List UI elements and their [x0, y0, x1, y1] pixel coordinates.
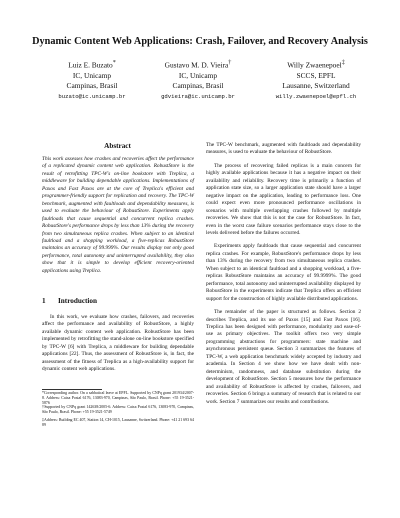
paper-title: Dynamic Content Web Applications: Crash, Failover, and Recovery Analysis — [32, 36, 368, 47]
paragraph: The TPC-W benchmark, augmented with faultloads and dependability measures, is used to evaluate the behaviour of RobustStore. — [206, 142, 361, 156]
author-org: IC, Unicamp — [72, 70, 112, 80]
paragraph: In this work, we evaluate how crashes, failovers, and recoveries affect the performance and availability of RobustStore, a highly available dynamic content web application. RobustStore has been implemented by retrofitting the stand-alone on-line bookstore specified by TPC-W [6] with Treplica, a middleware for building dependable applications [22]. Thus, the assessment of RobustStore is, in fact, the assessment of the fitness of Treplica as a high-availability support for dynamic content web applications. — [42, 314, 194, 373]
footnote-mark: † — [228, 60, 232, 66]
footnote-rule — [42, 389, 102, 390]
author-email: gdvieira@ic.unicamp.br — [161, 92, 235, 100]
author-email: buzato@ic.unicamp.br — [58, 92, 126, 100]
author-email: willy.zwaenepoel@epfl.ch — [275, 92, 357, 100]
footnote-mark: * — [112, 60, 116, 66]
section-heading — [42, 297, 194, 305]
right-column — [206, 142, 361, 412]
author-name: Willy Zwaenepoel — [287, 60, 342, 70]
author-block — [150, 58, 246, 102]
section-number: 1 — [42, 297, 46, 305]
author-place: Campinas, Brasil — [172, 81, 224, 91]
footnote: ‡Address: Building EC 407, Station 14, CH-1015, Lausanne, Switzerland. Phone: +41 21 693 64 89 — [42, 418, 194, 428]
author-place: Lausanne, Switzerland — [282, 81, 350, 91]
footnote-mark: ‡ — [341, 60, 345, 66]
paragraph: Experiments apply faultloads that cause sequential and concurrent replica crashes. For example, RobustStore's performance drops by less than 13% during the recovery from two simultaneous replica crashes. When subject to an identical faultload and a shopping workload, a five-replicas RobustStore maintains an accuracy of 99.9999%. The good performance, total autonomy and uninterrupted availability displayed by RobustStore in the experiments indicate that Treplica offers an efficient support for the construction of highly available distributed applications. — [206, 243, 361, 302]
author-org: SCCS, EPFL — [296, 70, 336, 80]
footnote: *Corresponding author. On a sabbatical leave at EPFL. Supported by CNPq grant 201934/2007-8. Address: Caixa Postal 6176, 13083-970, Campinas, São Paulo, Brasil. Phone: +55 19-3521-5876 — [42, 391, 194, 406]
author-block — [48, 58, 136, 102]
footnote: †Supported by CNPq grant 142638/2005-6. Address: Caixa Postal 6176, 13083-970, Campinas, São Paulo, Brasil. Phone: +55 19-3521-5749 — [42, 405, 194, 415]
author-org: IC, Unicamp — [178, 70, 218, 80]
abstract-text: This work assesses how crashes and recoveries affect the performance of a replicated dynamic content web application. RobustStore is the result of retrofitting TPC-W's on-line bookstore with Treplica, a middleware for building dependable applications. Implementations of Paxos and Fast Paxos are at the core of Treplica's efficient and programmer-friendly support for replication and recovery. The TPC-W benchmark, augmented with faultloads and dependability measures, is used to evaluate the behaviour of RobustStore. Experiments apply faultloads that cause sequential and concurrent replica crashes. RobustStore's performance drops by less than 13% during the recovery from two simultaneous replica crashes. When subject to an identical faultload and a shopping workload, a five-replicas RobustStore maintains an accuracy of 99.999%. Our results display not only good performance, total autonomy and uninterrupted availability, they also show that it is simple to develop efficient recovery-oriented applications using Treplica. — [42, 156, 194, 274]
author-name: Luiz E. Buzato — [68, 60, 113, 70]
paragraph: The process of recovering failed replicas is a main concern for highly available applications because it has a negative impact on their availability and reliability. Recovery time is primarily a function of application state size, so a larger application state should have a larger negative impact on the application, leading to performance loss. One could expect even more pronounced performance oscillations in scenarios with multiple overlapping crashes followed by multiple recoveries. We show that this is not the case for RobustStore. In fact, even in the worst case failure scenarios performance stays close to the levels delivered before the failures occurred. — [206, 162, 361, 236]
author-block — [268, 58, 364, 102]
author-place: Campinas, Brasil — [66, 81, 118, 91]
section-title: Introduction — [58, 297, 98, 305]
author-name: Gustavo M. D. Vieira — [164, 60, 229, 70]
abstract-heading: Abstract — [104, 142, 131, 150]
introduction-text — [42, 314, 194, 374]
paragraph: The remainder of the paper is structured as follows. Section 2 describes Treplica, and its use of Paxos [15] and Fast Paxos [16]. Treplica has been designed with performance, modularity and ease-of-use as primary objectives. The toolkit offers two very simple programming abstractions for programmers: state machine and asynchronous persistent queue. Section 3 summarizes the features of TPC-W, a web application benchmark widely accepted by industry and academia. In Section 4 we show how we have dealt with non-determinism, randomness, and database substitution during the development of RobustStore. Section 5 measures how the performance and availability of RobustStore is affected by crashes, failovers, and recoveries. Section 6 brings a summary of research that is related to our work. Section 7 summarizes our results and contributions. — [206, 309, 361, 405]
